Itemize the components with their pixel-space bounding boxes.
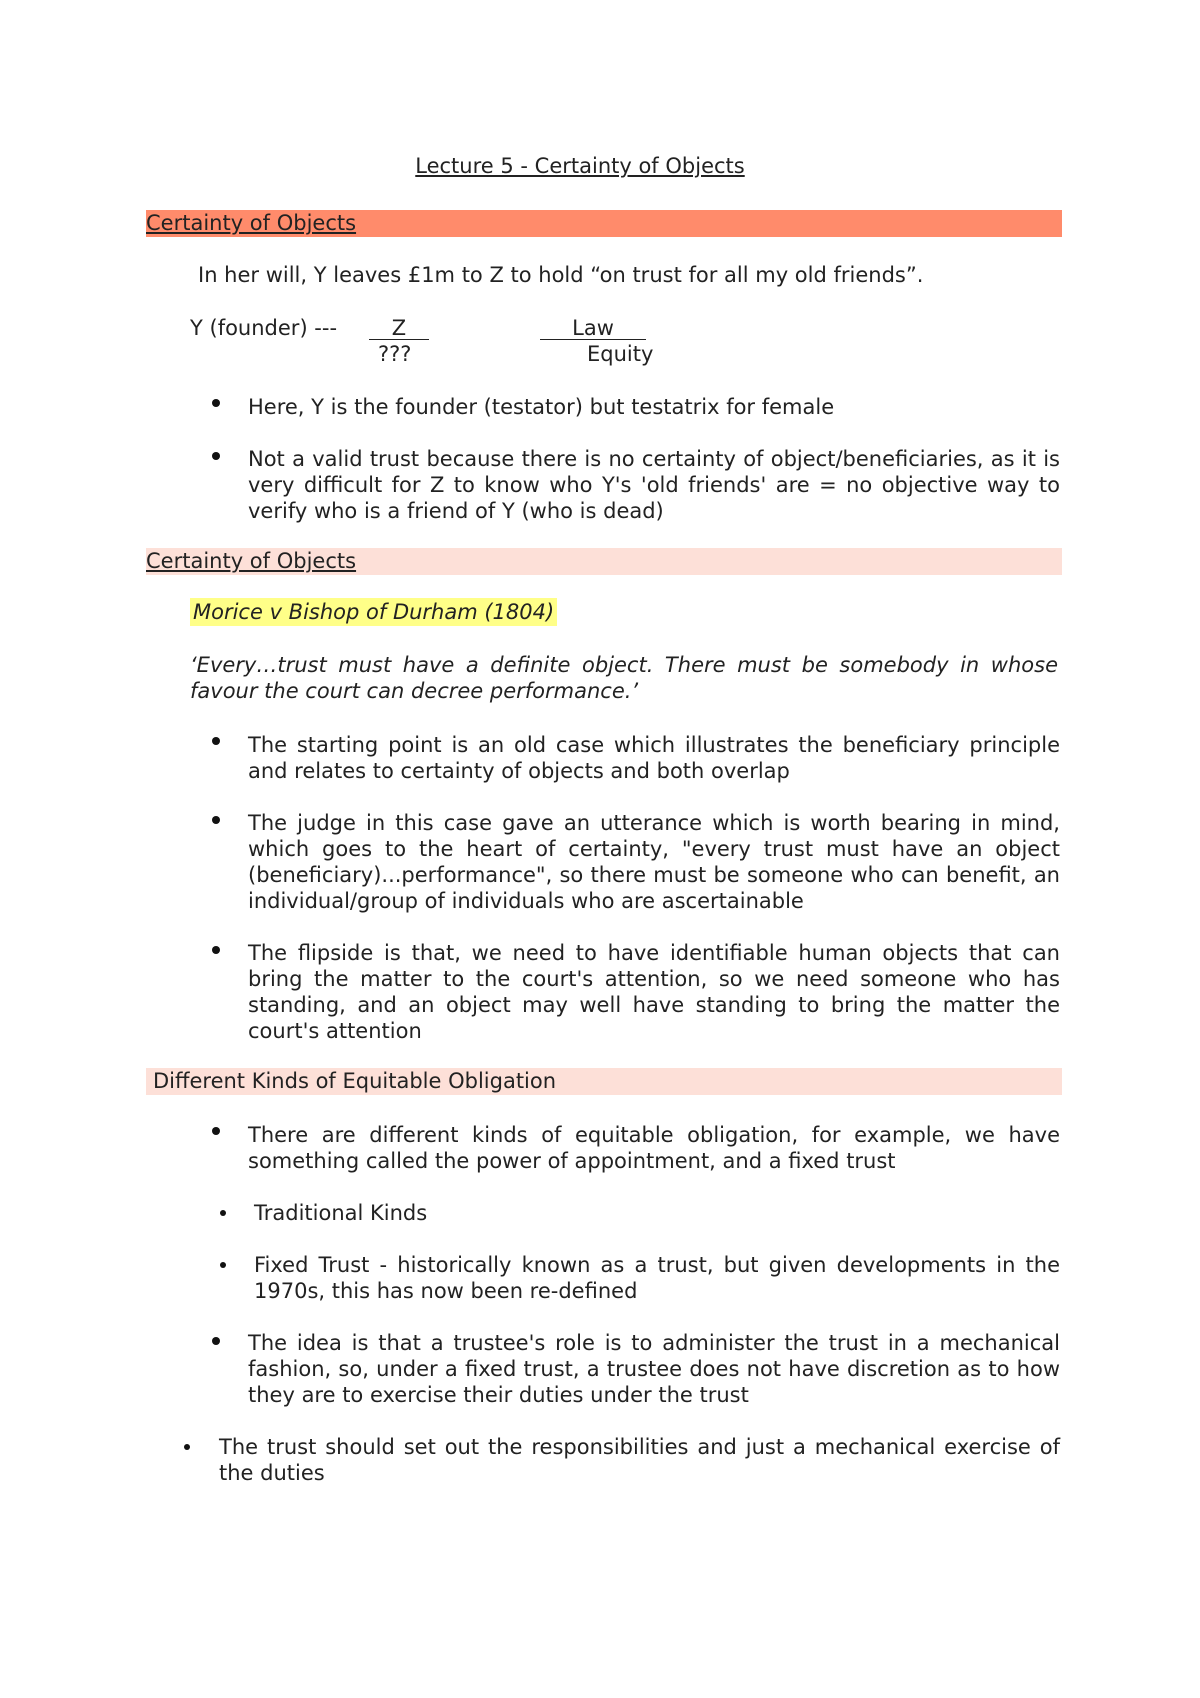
bullet-item: The flipside is that, we need to have identifiable human objects that can bring the matter to the court's attention, so we need someone who has standing, and an object may well have standing to bring the matter the court's attention xyxy=(248,941,1060,1043)
bullet-dot-icon xyxy=(212,399,220,407)
bullet-item: Traditional Kinds xyxy=(254,1201,428,1225)
bullet-dot-icon xyxy=(212,816,220,824)
bullet-dot-icon xyxy=(212,1127,220,1135)
section-heading-text: Certainty of Objects xyxy=(146,549,357,573)
diagram-unknown: ??? xyxy=(378,342,412,366)
section-heading-text: Certainty of Objects xyxy=(146,211,357,235)
bullet-dot-icon xyxy=(212,452,220,460)
case-quote: ‘Every…trust must have a definite object. There must be somebody in whose favour the court can decree performance.’ xyxy=(190,653,1058,703)
bullet-item: The judge in this case gave an utterance which is worth bearing in mind, which goes to the heart of certainty, "every trust must have an object (beneficiary)...performance", so there must be someone who can benefit, an individual/group of individuals who are ascertainable xyxy=(248,811,1060,913)
section-heading-certainty-of-objects-2 xyxy=(146,548,1062,575)
bullet-dot-icon xyxy=(220,1210,226,1216)
page-title: Lecture 5 - Certainty of Objects xyxy=(415,154,745,178)
diagram-founder-label: Y (founder) --- xyxy=(190,316,338,340)
bullet-item: There are different kinds of equitable obligation, for example, we have something called the power of appointment, and a fixed trust xyxy=(248,1123,1060,1173)
bullet-dot-icon xyxy=(220,1262,226,1268)
section-heading-equitable-obligation xyxy=(146,1068,1062,1095)
bullet-dot-icon xyxy=(212,1337,220,1345)
section-heading-text: Different Kinds of Equitable Obligation xyxy=(153,1069,557,1093)
bullet-item: Fixed Trust - historically known as a trust, but given developments in the 1970s, this has now been re-defined xyxy=(254,1253,1060,1303)
bullet-item: Not a valid trust because there is no certainty of object/beneficiaries, as it is very difficult for Z to know who Y's 'old friends' are = no objective way to verify who is a friend of Y (who is dead) xyxy=(248,447,1060,523)
section-heading-certainty-of-objects xyxy=(146,210,1062,237)
bullet-dot-icon xyxy=(184,1444,190,1450)
diagram-trustee: Z xyxy=(369,315,429,340)
diagram-law: Law xyxy=(540,315,646,340)
bullet-dot-icon xyxy=(212,737,220,745)
bullet-item: The starting point is an old case which illustrates the beneficiary principle and relates to certainty of objects and both overlap xyxy=(248,733,1060,783)
bullet-item: Here, Y is the founder (testator) but testatrix for female xyxy=(248,395,835,419)
trust-diagram xyxy=(190,315,790,375)
bullet-item: The idea is that a trustee's role is to administer the trust in a mechanical fashion, so, under a fixed trust, a trustee does not have discretion as to how they are to exercise their duties under the trust xyxy=(248,1331,1060,1407)
case-name: Morice v Bishop of Durham (1804) xyxy=(190,598,557,626)
bullet-dot-icon xyxy=(212,946,220,954)
diagram-equity: Equity xyxy=(587,342,654,366)
intro-paragraph: In her will, Y leaves £1m to Z to hold “on trust for all my old friends”. xyxy=(198,263,924,287)
bullet-item: The trust should set out the responsibilities and just a mechanical exercise of the duties xyxy=(219,1435,1060,1485)
